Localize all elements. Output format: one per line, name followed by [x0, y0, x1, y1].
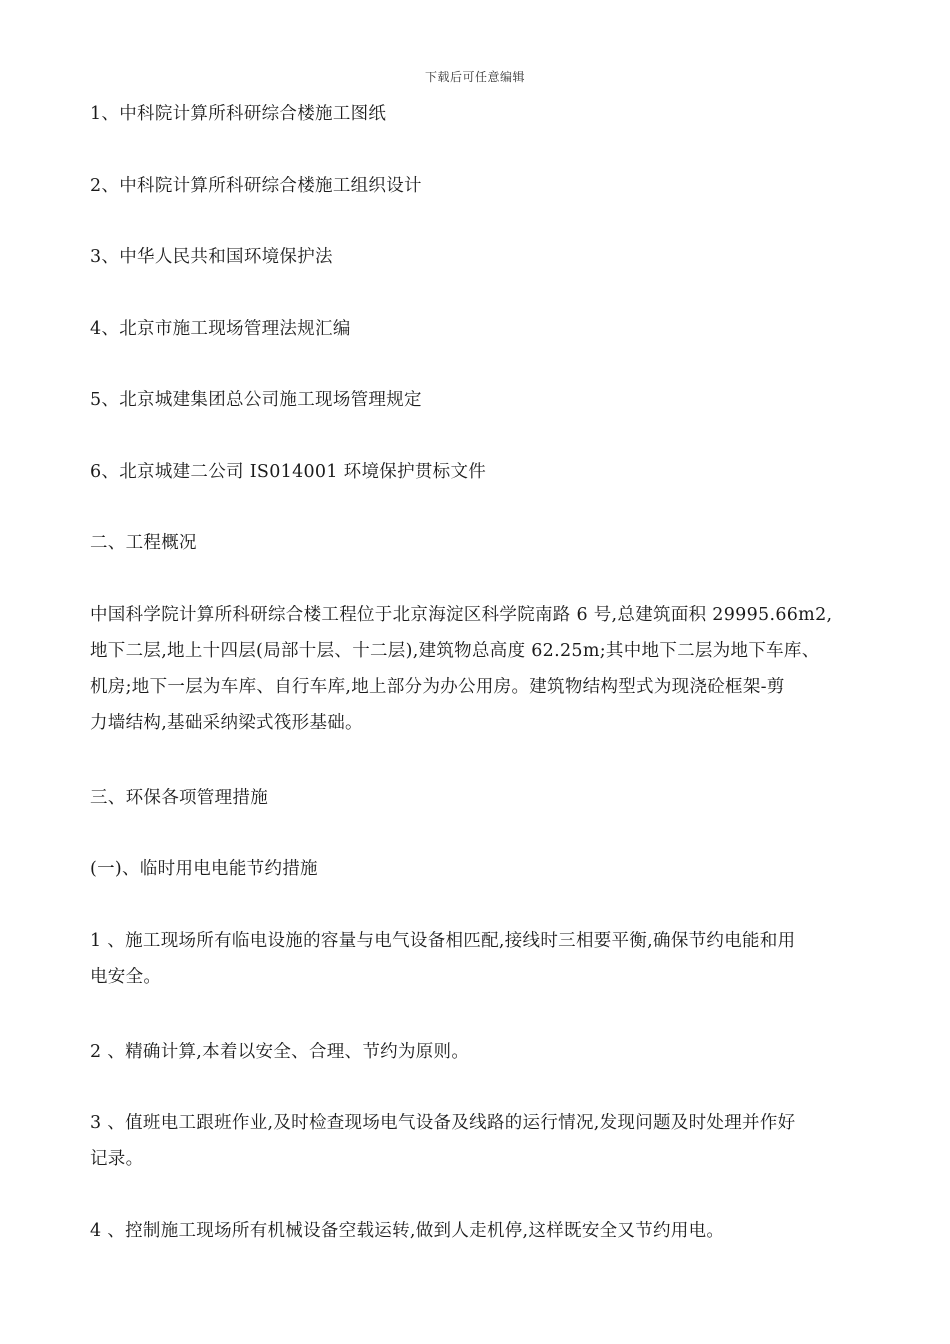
- measure-line: 1 、施工现场所有临电设施的容量与电气设备相匹配,接线时三相要平衡,确保节约电能和用: [90, 931, 796, 951]
- section-heading-measures: 三、环保各项管理措施: [90, 788, 268, 808]
- reference-item-4: 4、北京市施工现场管理法规汇编: [90, 319, 351, 339]
- sub-heading-power-saving: (一)、临时用电电能节约措施: [90, 859, 318, 879]
- measure-line: 记录。: [90, 1149, 144, 1169]
- measure-item-2: 2 、精确计算,本着以安全、合理、节约为原则。: [90, 1042, 470, 1062]
- reference-item-5: 5、北京城建集团总公司施工现场管理规定: [90, 390, 422, 410]
- overview-line: 力墙结构,基础采纳梁式筏形基础。: [90, 713, 363, 733]
- overview-line: 中国科学院计算所科研综合楼工程位于北京海淀区科学院南路 6 号,总建筑面积 29995.66m2,: [90, 605, 833, 625]
- overview-line: 地下二层,地上十四层(局部十层、十二层),建筑物总高度 62.25m;其中地下二层为地下车库、: [90, 641, 820, 661]
- reference-item-3: 3、中华人民共和国环境保护法: [90, 247, 333, 267]
- section-heading-overview: 二、工程概况: [90, 533, 197, 553]
- measure-item-1: [90, 923, 880, 995]
- reference-item-6: 6、北京城建二公司 IS014001 环境保护贯标文件: [90, 462, 487, 482]
- header-note: 下载后可任意编辑: [424, 70, 525, 84]
- overview-paragraph: [90, 597, 880, 741]
- reference-item-1: 1、中科院计算所科研综合楼施工图纸: [90, 104, 387, 124]
- measure-item-3: [90, 1105, 880, 1177]
- measure-line: 3 、值班电工跟班作业,及时检查现场电气设备及线路的运行情况,发现问题及时处理并作好: [90, 1113, 796, 1133]
- overview-line: 机房;地下一层为车库、自行车库,地上部分为办公用房。建筑物结构型式为现浇砼框架-剪: [90, 677, 785, 697]
- measure-item-4: 4 、控制施工现场所有机械设备空载运转,做到人走机停,这样既安全又节约用电。: [90, 1221, 725, 1241]
- measure-line: 电安全。: [90, 967, 162, 987]
- reference-item-2: 2、中科院计算所科研综合楼施工组织设计: [90, 176, 422, 196]
